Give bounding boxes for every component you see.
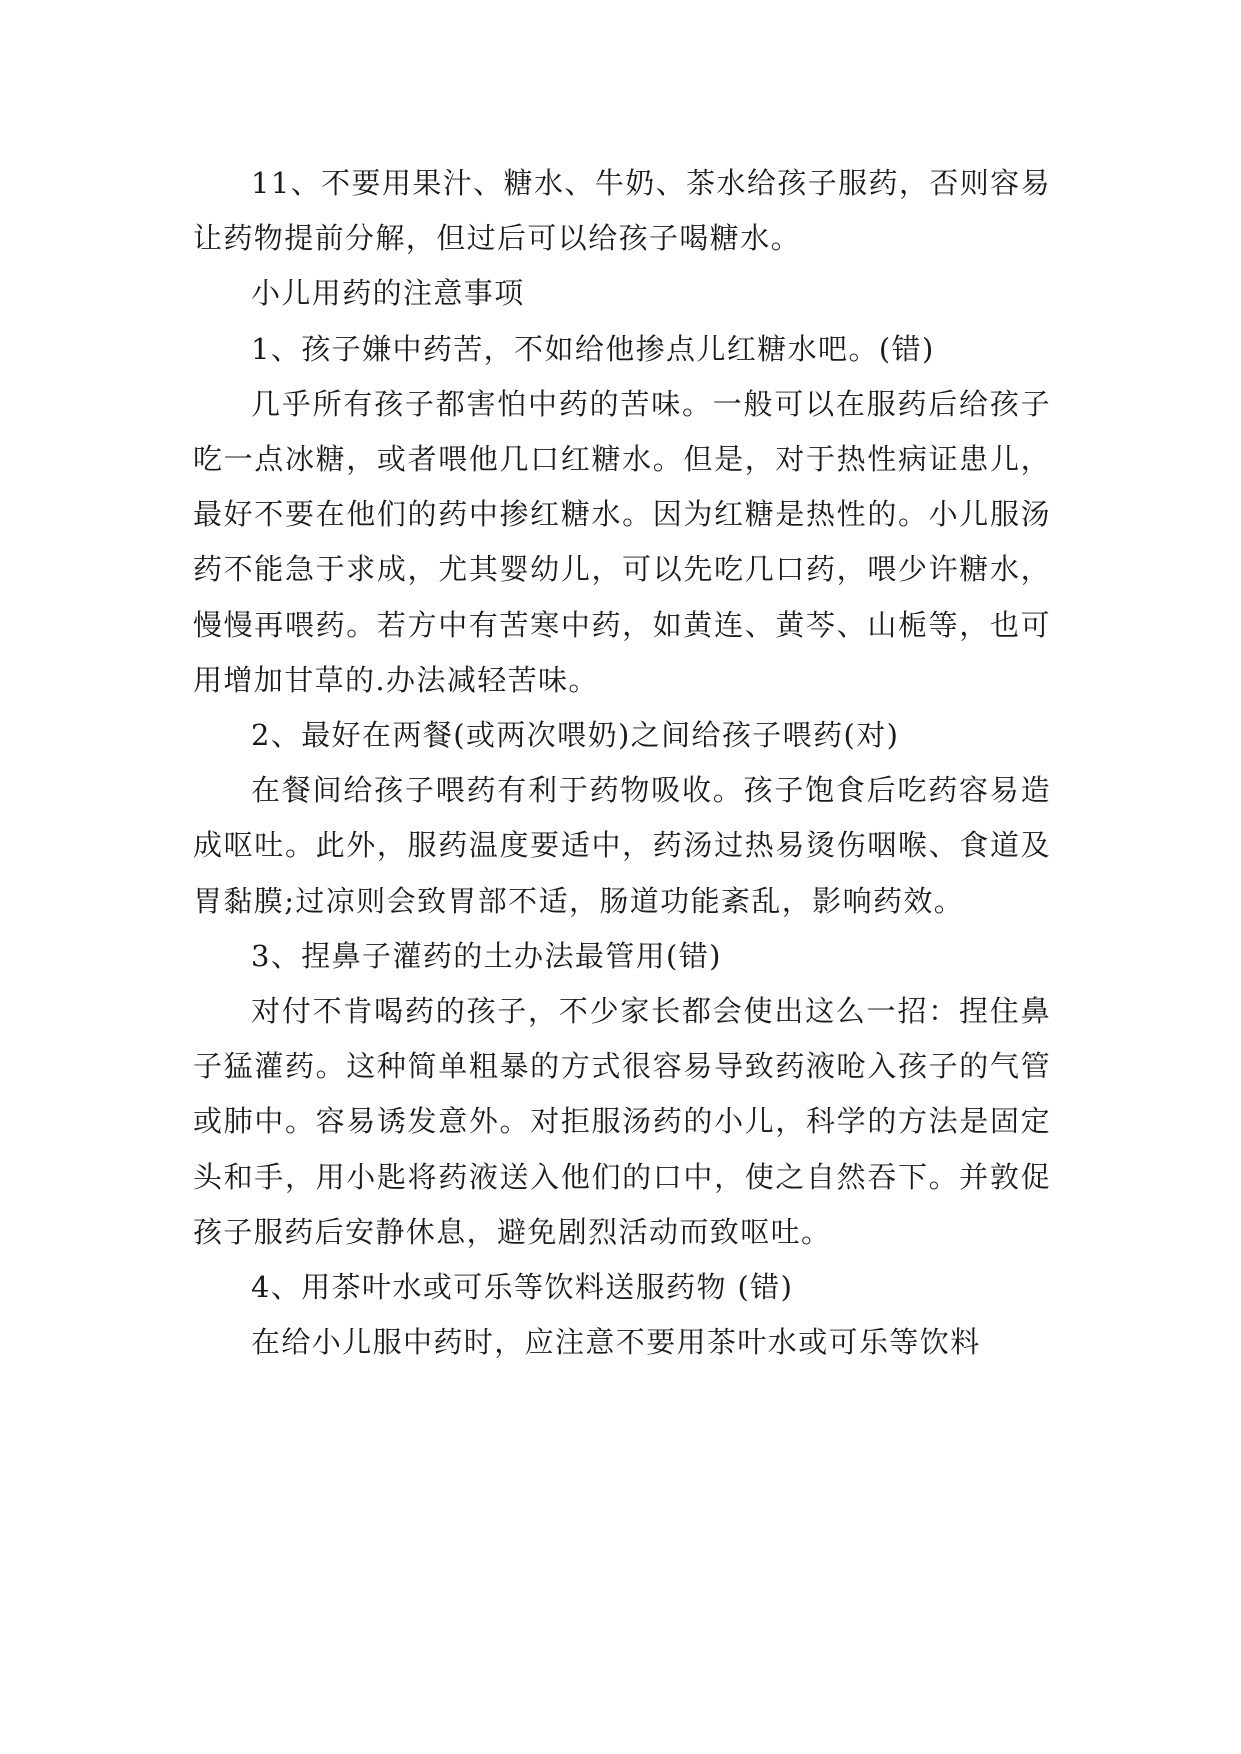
point-1-heading: 1、孩子嫌中药苦，不如给他掺点儿红糖水吧。(错) [251, 331, 935, 366]
section-heading: 小儿用药的注意事项 [251, 276, 525, 311]
point-1-body: 几乎所有孩子都害怕中药的苦味。一般可以在服药后给孩子吃一点冰糖，或者喂他几口红糖水。但是，对于热性病证患儿，最好不要在他们的药中掺红糖水。因为红糖是热性的。小儿服汤药不能急于求成，尤其婴幼儿，可以先吃几口药，喂少许糖水，慢慢再喂药。若方中有苦寒中药，如黄连、黄芩、山栀等，也可用增加甘草的.办法减轻苦味。 [193, 386, 1051, 697]
point-2-heading: 2、最好在两餐(或两次喂奶)之间给孩子喂药(对) [251, 718, 900, 753]
point-3-body: 对付不肯喝药的孩子，不少家长都会使出这么一招：捏住鼻子猛灌药。这种简单粗暴的方式很容易导致药液呛入孩子的气管或肺中。容易诱发意外。对拒服汤药的小儿，科学的方法是固定头和手，用小匙将药液送入他们的口中，使之自然吞下。并敦促孩子服药后安静休息，避免剧烈活动而致呕吐。 [193, 994, 1051, 1249]
document-page [193, 156, 1051, 1370]
point-4-body: 在给小儿服中药时，应注意不要用茶叶水或可乐等饮料 [251, 1325, 981, 1360]
point-2-body: 在餐间给孩子喂药有利于药物吸收。孩子饱食后吃药容易造成呕吐。此外，服药温度要适中，药汤过热易烫伤咽喉、食道及胃黏膜;过凉则会致胃部不适，肠道功能紊乱，影响药效。 [193, 773, 1051, 918]
paragraph-item-11-continued: 11、不要用果汁、糖水、牛奶、茶水给孩子服药，否则容易让药物提前分解，但过后可以给孩子喝糖水。 [193, 166, 1051, 256]
point-3-heading: 3、捏鼻子灌药的土办法最管用(错) [251, 938, 722, 973]
point-4-heading: 4、用茶叶水或可乐等饮料送服药物 (错) [251, 1270, 794, 1305]
